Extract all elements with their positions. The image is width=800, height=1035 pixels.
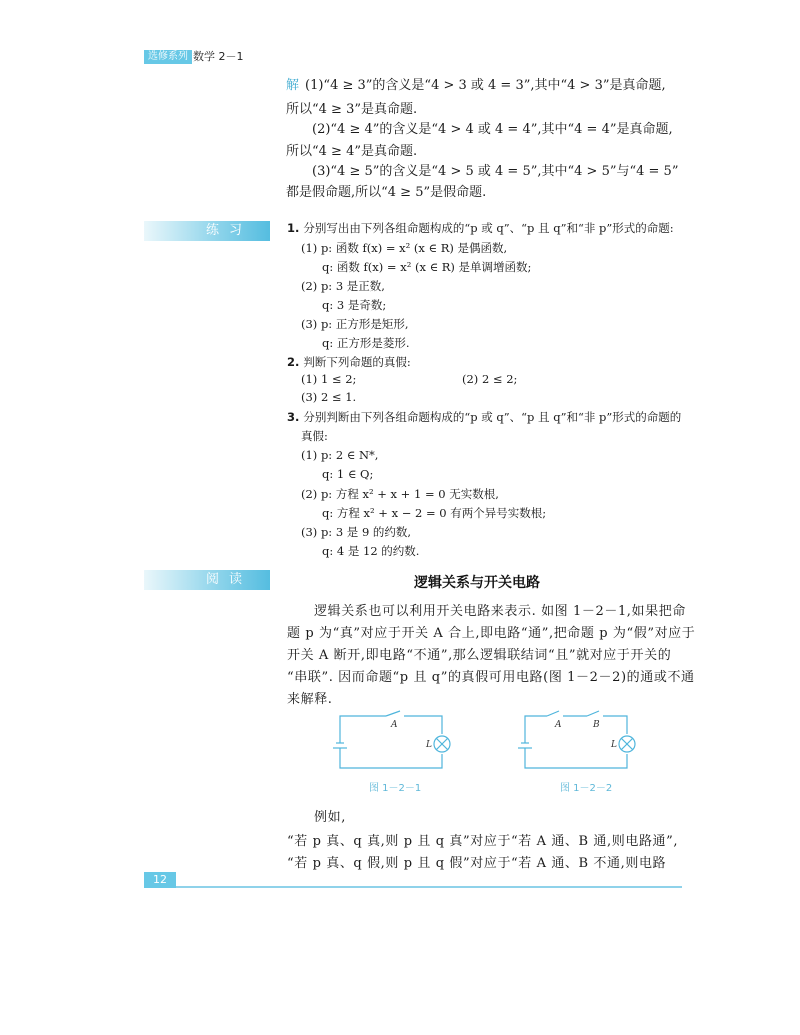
solution-line-5: (3)“4 ≥ 5”的含义是“4 > 5 或 4 = 5”,其中“4 > 5”与“4 = 5” [312,164,679,179]
q1-item: q: 函数 f(x) = x² (x ∈ R) 是单调增函数; [322,260,532,274]
example-intro: 例如, [314,810,346,825]
q1-item: (1) p: 函数 f(x) = x² (x ∈ R) 是偶函数, [301,241,508,255]
exercise-q1 [287,220,674,236]
q2-item: (3) 2 ≤ 1. [301,390,357,404]
q3-text: 分别判断由下列各组命题构成的“p 或 q”、“p 且 q”和“非 p”形式的命题的 [303,410,682,424]
footer-rule [176,886,682,888]
exercise-q2 [287,354,411,370]
circuit-diagram-2 [517,710,647,772]
solution-line-3: (2)“4 ≥ 4”的含义是“4 > 4 或 4 = 4”,其中“4 = 4”是真命题, [312,122,673,137]
q2-text: 判断下列命题的真假: [303,355,411,369]
q1-item: (3) p: 正方形是矩形, [301,317,409,331]
exercise-tag-label: 练习 [206,223,253,238]
q1-item: q: 3 是奇数; [322,298,387,312]
reading-paragraph-line: 来解释. [287,692,333,707]
switch-label-a: A [391,720,398,730]
lamp-label: L [426,740,432,750]
figure-caption-2: 图 1－2－2 [560,783,613,794]
series-badge: 选修系列 [144,50,192,64]
q1-item: q: 正方形是菱形. [322,336,410,350]
q2-item: (2) 2 ≤ 2; [462,372,518,386]
solution-line-4: 所以“4 ≥ 4”是真命题. [286,144,418,159]
reading-paragraph-line: “串联”. 因而命题“p 且 q”的真假可用电路(图 1－2－2)的通或不通 [287,670,695,685]
circuit-diagram-1 [332,710,462,772]
solution-label: 解 [286,78,300,93]
q3-item: q: 1 ∈ Q; [322,467,374,481]
exercise-tag [144,221,270,241]
book-title: 数学 2－1 [193,50,244,63]
q1-number: 1. [287,221,300,235]
reading-title: 逻辑关系与开关电路 [414,575,540,591]
q3-item: (3) p: 3 是 9 的约数, [301,525,412,539]
solution-line-6: 都是假命题,所以“4 ≥ 5”是假命题. [286,185,487,200]
reading-paragraph-line: 逻辑关系也可以利用开关电路来表示. 如图 1－2－1,如果把命 [314,604,686,619]
q3-item: (1) p: 2 ∈ N*, [301,448,379,462]
q3-item: q: 方程 x² + x − 2 = 0 有两个异号实数根; [322,506,547,520]
switch-label-b: B [593,720,600,730]
q1-item: (2) p: 3 是正数, [301,279,385,293]
reading-paragraph-line: 开关 A 断开,即电路“不通”,那么逻辑联结词“且”就对应于开关的 [287,648,672,663]
example-line-2: “若 p 真、q 假,则 p 且 q 假”对应于“若 A 通、B 不通,则电路 [287,856,667,871]
exercise-q3 [287,409,681,425]
q2-item: (1) 1 ≤ 2; [301,372,357,386]
q2-number: 2. [287,355,300,369]
reading-tag-label: 阅读 [206,572,253,587]
figure-caption-1: 图 1－2－1 [369,783,422,794]
q3-item: (2) p: 方程 x² + x + 1 = 0 无实数根, [301,487,499,501]
q3-text-cont: 真假: [301,429,328,443]
q3-number: 3. [287,410,300,424]
solution-text: (1)“4 ≥ 3”的含义是“4 > 3 或 4 = 3”,其中“4 > 3”是真命题, [305,78,666,93]
page-number: 12 [144,872,176,888]
lamp-label: L [611,740,617,750]
solution-line-2: 所以“4 ≥ 3”是真命题. [286,102,418,117]
reading-paragraph-line: 题 p 为“真”对应于开关 A 合上,即电路“通”,把命题 p 为“假”对应于 [287,626,696,641]
q1-text: 分别写出由下列各组命题构成的“p 或 q”、“p 且 q”和“非 p”形式的命题: [303,221,674,235]
q3-item: q: 4 是 12 的约数. [322,544,420,558]
example-line-1: “若 p 真、q 真,则 p 且 q 真”对应于“若 A 通、B 通,则电路通”, [287,834,679,849]
solution-line-1 [286,74,666,93]
switch-label-a: A [555,720,562,730]
reading-tag [144,570,270,590]
